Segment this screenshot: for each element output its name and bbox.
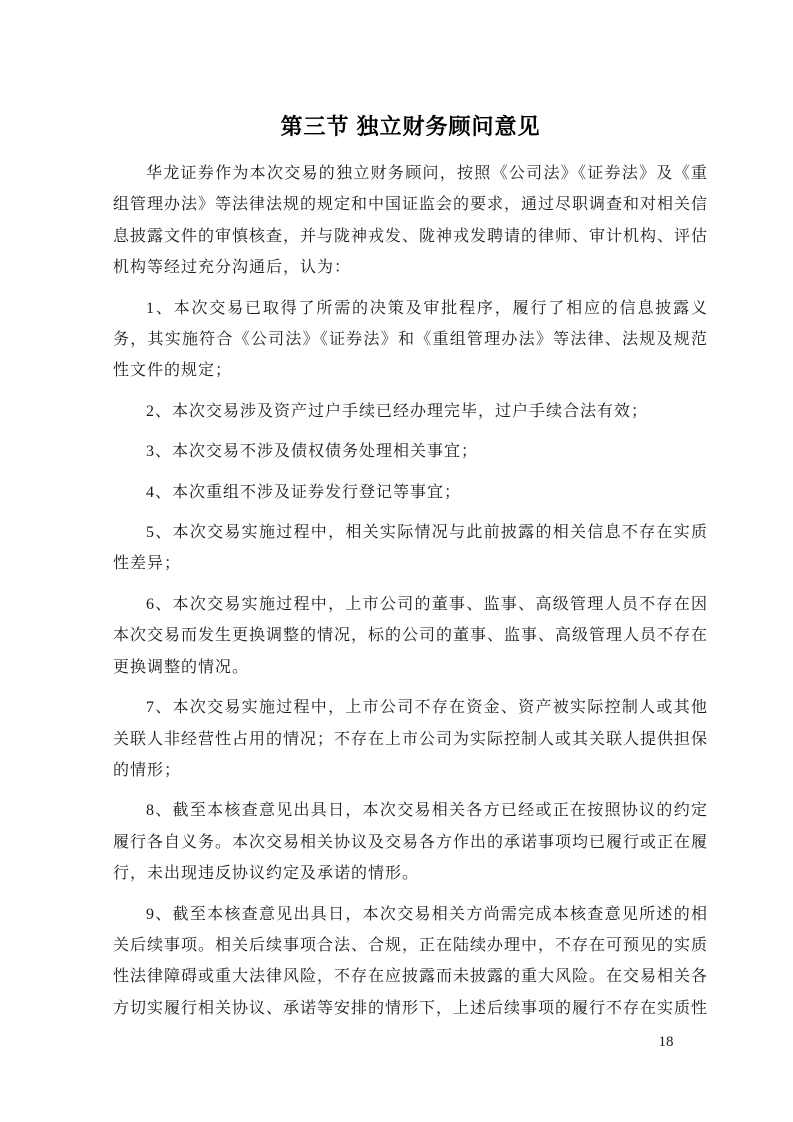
paragraph-item-7: 7、本次交易实施过程中，上市公司不存在资金、资产被实际控制人或其他关联人非经营性占用的情况；不存在上市公司为实际控制人或其关联人提供担保的情形； — [113, 699, 709, 779]
paragraph-item-3: 3、本次交易不涉及债权债务处理相关事宜； — [146, 443, 479, 461]
paragraph-item-9: 9、截至本核查意见出具日，本次交易相关方尚需完成本核查意见所述的相关后续事项。相关后续事项合法、合规，正在陆续办理中，不存在可预见的实质性法律障碍或重大法律风险，不存在应披露而未披露的重大风险。在交易相关各方切实履行相关协议、承诺等安排的情形下，上述后续事项的履行不存在实质性 — [113, 905, 709, 1017]
paragraph-item-5: 5、本次交易实施过程中，相关实际情况与此前披露的相关信息不存在实质性差异； — [113, 524, 708, 573]
paragraph-intro: 华龙证券作为本次交易的独立财务顾问，按照《公司法》《证券法》及《重组管理办法》等法律法规的规定和中国证监会的要求，通过尽职调查和对相关信息披露文件的审慎核查，并与陇神戎发、陇神戎发聘请的律师、审计机构、评估机构等经过充分沟通后，认为： — [113, 165, 709, 277]
page-number: 18 — [658, 1034, 674, 1050]
section-title: 第三节 独立财务顾问意见 — [280, 114, 541, 139]
paragraph-item-2: 2、本次交易涉及资产过户手续已经办理完毕，过户手续合法有效； — [146, 402, 649, 420]
paragraph-item-4: 4、本次重组不涉及证券发行登记等事宜； — [146, 483, 462, 501]
paragraph-item-6: 6、本次交易实施过程中，上市公司的董事、监事、高级管理人员不存在因本次交易而发生更换调整的情况，标的公司的董事、监事、高级管理人员不存在更换调整的情况。 — [113, 595, 709, 676]
document-content — [113, 0, 708, 1033]
paragraph-item-1: 1、本次交易已取得了所需的决策及审批程序，履行了相应的信息披露义务，其实施符合《公司法》《证券法》和《重组管理办法》等法律、法规及规范性文件的规定； — [113, 299, 708, 380]
paragraph-item-8: 8、截至本核查意见出具日，本次交易相关各方已经或正在按照协议的约定履行各自义务。本次交易相关协议及交易各方作出的承诺事项均已履行或正在履行，未出现违反协议约定及承诺的情形。 — [113, 802, 709, 883]
